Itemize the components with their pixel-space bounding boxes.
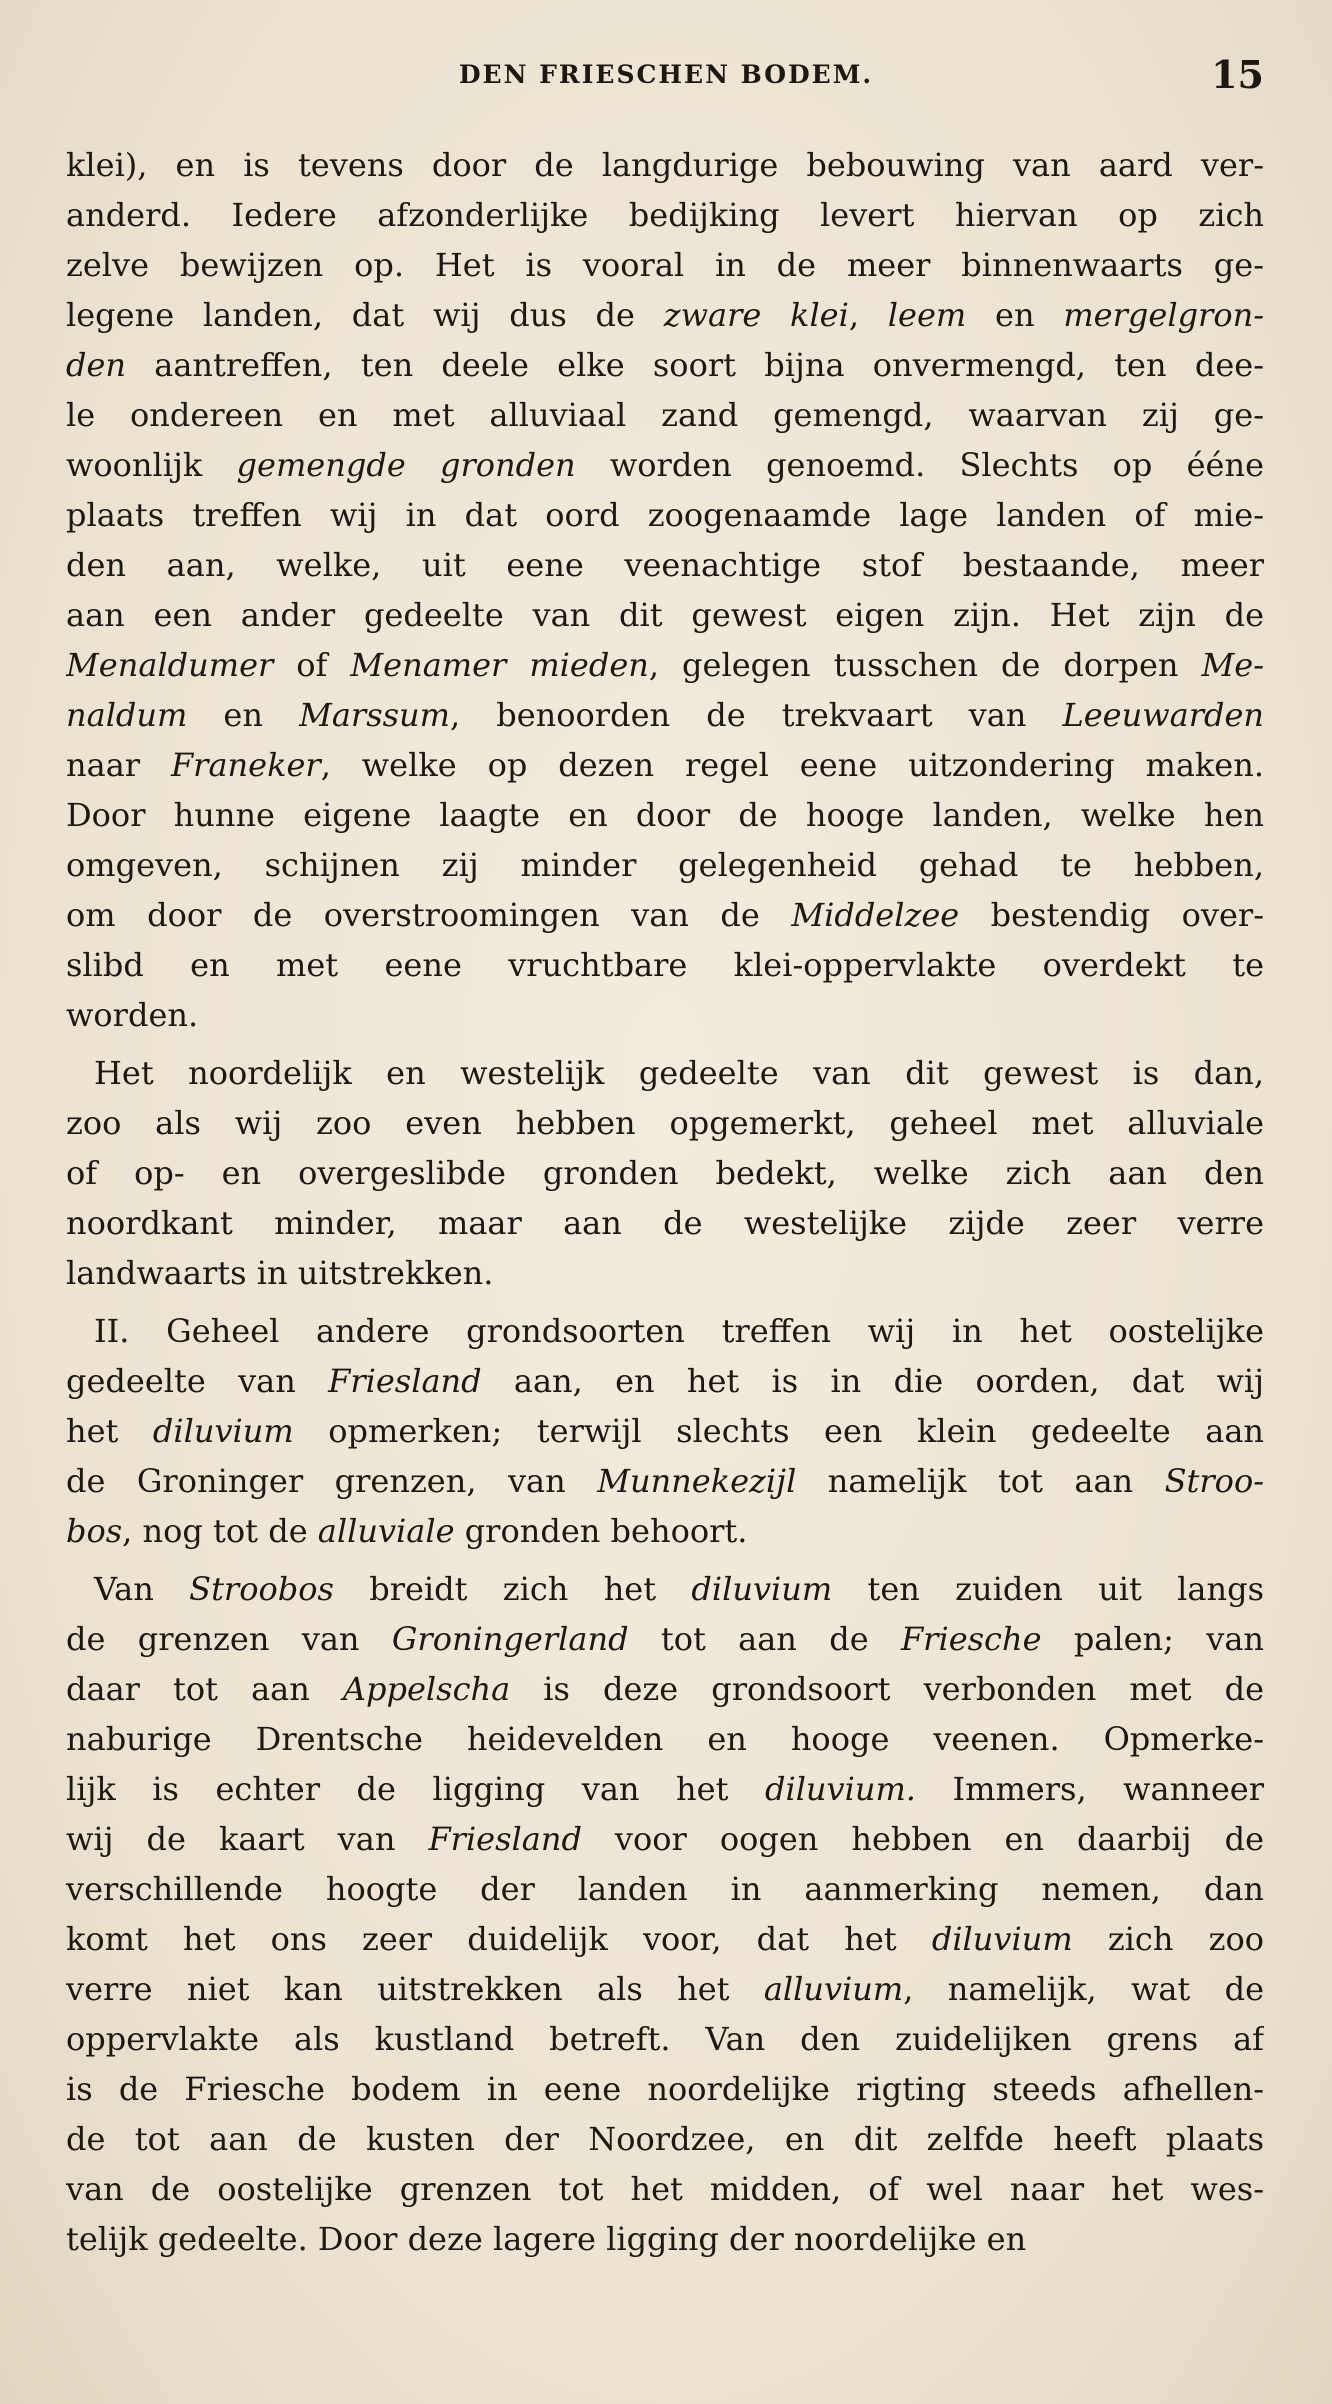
text-run: van de oostelijke grenzen tot het midden, of wel naar het wes-	[66, 2170, 1264, 2208]
italic-term: zware klei	[663, 296, 849, 334]
text-run: de Groninger grenzen, van	[66, 1462, 598, 1500]
text-line	[66, 2164, 1264, 2214]
paragraph-gap	[66, 1556, 1264, 1564]
text-run: woonlijk	[66, 446, 237, 484]
text-line	[66, 1248, 1264, 1298]
text-line	[66, 2014, 1264, 2064]
text-run: gronden behoort.	[454, 1512, 748, 1550]
text-run: de tot aan de kusten der Noordzee, en dit zelfde heeft plaats	[66, 2120, 1264, 2158]
text-line	[66, 190, 1264, 240]
italic-term: Friesche	[900, 1620, 1042, 1658]
text-run: Door hunne eigene laagte en door de hooge landen, welke hen	[66, 796, 1264, 834]
text-line	[66, 590, 1264, 640]
paragraph	[66, 140, 1264, 1040]
text-run: oppervlakte als kustland betreft. Van den zuidelijken grens af	[66, 2020, 1264, 2058]
text-line	[66, 1564, 1264, 1614]
text-run: aan, en het is in die oorden, dat wij	[481, 1362, 1264, 1400]
text-line	[66, 840, 1264, 890]
text-run: palen; van	[1041, 1620, 1264, 1658]
text-line	[66, 890, 1264, 940]
text-line	[66, 340, 1264, 390]
italic-term: mergelgron-	[1063, 296, 1264, 334]
text-run: telijk gedeelte. Door deze lagere ligging der noordelijke en	[66, 2220, 1027, 2258]
text-run: aantreffen, ten deele elke soort bijna onvermengd, ten dee-	[126, 346, 1264, 384]
text-run: worden genoemd. Slechts op ééne	[575, 446, 1264, 484]
text-run: II. Geheel andere grondsoorten treffen wij in het oostelijke	[94, 1312, 1264, 1350]
text-line	[66, 990, 1264, 1040]
italic-term: Stroo-	[1164, 1462, 1264, 1500]
text-run: worden.	[66, 996, 199, 1034]
paragraph-gap	[66, 1040, 1264, 1048]
text-run: , benoorden de trekvaart van	[450, 696, 1063, 734]
text-line	[66, 440, 1264, 490]
text-line	[66, 2214, 1264, 2264]
text-run: of op- en overgeslibde gronden bedekt, welke zich aan den	[66, 1154, 1264, 1192]
italic-term: Munnekezijl	[597, 1462, 797, 1500]
paragraph	[66, 1048, 1264, 1298]
page-header	[68, 52, 1264, 102]
text-run: klei), en is tevens door de langdurige bebouwing van aard ver-	[66, 146, 1264, 184]
text-run: landwaarts in uitstrekken.	[66, 1254, 494, 1292]
text-line	[66, 1814, 1264, 1864]
paragraph	[66, 1564, 1264, 2264]
italic-term: Leeuwarden	[1062, 696, 1264, 734]
text-run: Van	[94, 1570, 190, 1608]
text-run: opmerken; terwijl slechts een klein gedeelte aan	[293, 1412, 1264, 1450]
text-line	[66, 740, 1264, 790]
text-run: het	[66, 1412, 153, 1450]
text-line	[66, 290, 1264, 340]
text-run: le ondereen en met alluviaal zand gemengd, waarvan zij ge-	[66, 396, 1264, 434]
text-run: en	[966, 296, 1064, 334]
text-run: , gelegen tusschen de dorpen	[648, 646, 1202, 684]
paragraph-gap	[66, 1298, 1264, 1306]
text-run: zoo als wij zoo even hebben opgemerkt, geheel met alluviale	[66, 1104, 1264, 1142]
text-line	[66, 1198, 1264, 1248]
text-run: , nog tot de	[122, 1512, 318, 1550]
italic-term: Franeker	[170, 746, 321, 784]
text-line	[66, 1614, 1264, 1664]
italic-term: Marssum	[299, 696, 450, 734]
text-line	[66, 1864, 1264, 1914]
paragraph	[66, 1306, 1264, 1556]
text-line	[66, 1506, 1264, 1556]
running-head: DEN FRIESCHEN BODEM.	[458, 60, 874, 89]
text-run: aan een ander gedeelte van dit gewest eigen zijn. Het zijn de	[66, 596, 1264, 634]
text-run: wij de kaart van	[66, 1820, 429, 1858]
text-line	[66, 640, 1264, 690]
text-run: slibd en met eene vruchtbare klei-oppervlakte overdekt te	[66, 946, 1264, 984]
text-line	[66, 1456, 1264, 1506]
text-run: verre niet kan uitstrekken als het	[66, 1970, 764, 2008]
text-run: zelve bewijzen op. Het is vooral in de meer binnenwaarts ge-	[66, 246, 1264, 284]
italic-term: den	[66, 346, 127, 384]
text-run: tot aan de	[628, 1620, 901, 1658]
text-run: anderd. Iedere afzonderlijke bedijking levert hiervan op zich	[66, 196, 1264, 234]
text-line	[66, 2064, 1264, 2114]
text-line	[66, 1148, 1264, 1198]
text-line	[66, 1664, 1264, 1714]
italic-term: bos	[66, 1512, 123, 1550]
body-text	[66, 140, 1264, 2264]
text-line	[66, 540, 1264, 590]
text-run: omgeven, schijnen zij minder gelegenheid gehad te hebben,	[66, 846, 1264, 884]
text-line	[66, 1048, 1264, 1098]
text-run: om door de overstroomingen van de	[66, 896, 792, 934]
text-run: ,	[848, 296, 888, 334]
text-run: lijk is echter de ligging van het	[66, 1770, 765, 1808]
text-run: , namelijk, wat de	[903, 1970, 1264, 2008]
italic-term: diluvium	[931, 1920, 1073, 1958]
italic-term: Menaldumer	[66, 646, 274, 684]
italic-term: diluvium.	[764, 1770, 916, 1808]
text-run: is de Friesche bodem in eene noordelijke rigting steeds afhellen-	[66, 2070, 1264, 2108]
text-line	[66, 1406, 1264, 1456]
text-line	[66, 2114, 1264, 2164]
text-run: den aan, welke, uit eene veenachtige stof bestaande, meer	[66, 546, 1264, 584]
text-line	[66, 490, 1264, 540]
text-line	[66, 1764, 1264, 1814]
text-line	[66, 1356, 1264, 1406]
text-run: verschillende hoogte der landen in aanmerking nemen, dan	[66, 1870, 1264, 1908]
text-line	[66, 1714, 1264, 1764]
text-run: Het noordelijk en westelijk gedeelte van dit gewest is dan,	[94, 1054, 1264, 1092]
italic-term: leem	[887, 296, 967, 334]
italic-term: diluvium	[152, 1412, 294, 1450]
italic-term: Appelscha	[342, 1670, 511, 1708]
text-line	[66, 1098, 1264, 1148]
text-line	[66, 940, 1264, 990]
text-run: noordkant minder, maar aan de westelijke zijde zeer verre	[66, 1204, 1264, 1242]
italic-term: Me-	[1201, 646, 1264, 684]
italic-term: diluvium	[691, 1570, 833, 1608]
text-line	[66, 1306, 1264, 1356]
text-run: bestendig over-	[959, 896, 1264, 934]
text-run: plaats treffen wij in dat oord zoogenaamde lage landen of mie-	[66, 496, 1264, 534]
text-run: legene landen, dat wij dus de	[66, 296, 664, 334]
text-run: namelijk tot aan	[796, 1462, 1165, 1500]
text-run: komt het ons zeer duidelijk voor, dat het	[66, 1920, 932, 1958]
text-line	[66, 1964, 1264, 2014]
text-line	[66, 240, 1264, 290]
text-run: is deze grondsoort verbonden met de	[510, 1670, 1264, 1708]
italic-term: Stroobos	[189, 1570, 334, 1608]
italic-term: gemengde gronden	[236, 446, 576, 484]
text-run: daar tot aan	[66, 1670, 343, 1708]
text-run: , welke op dezen regel eene uitzondering maken.	[320, 746, 1264, 784]
text-run: naburige Drentsche heidevelden en hooge veenen. Opmerke-	[66, 1720, 1264, 1758]
text-run: gedeelte van	[66, 1362, 329, 1400]
text-line	[66, 690, 1264, 740]
text-line	[66, 790, 1264, 840]
text-run: naar	[66, 746, 171, 784]
italic-term: Menamer mieden	[350, 646, 649, 684]
italic-term: Friesland	[428, 1820, 582, 1858]
italic-term: naldum	[66, 696, 188, 734]
text-line	[66, 140, 1264, 190]
text-line	[66, 390, 1264, 440]
text-run: de grenzen van	[66, 1620, 392, 1658]
text-run: voor oogen hebben en daarbij de	[581, 1820, 1264, 1858]
text-run: Immers, wanneer	[915, 1770, 1264, 1808]
italic-term: Friesland	[328, 1362, 482, 1400]
text-run: zich zoo	[1072, 1920, 1264, 1958]
italic-term: alluvium	[763, 1970, 904, 2008]
text-run: of	[273, 646, 351, 684]
text-run: ten zuiden uit langs	[832, 1570, 1264, 1608]
text-line	[66, 1914, 1264, 1964]
italic-term: Middelzee	[791, 896, 960, 934]
page-number: 15	[1211, 52, 1264, 97]
text-run: en	[187, 696, 300, 734]
text-run: breidt zich het	[333, 1570, 692, 1608]
italic-term: alluviale	[317, 1512, 455, 1550]
italic-term: Groningerland	[391, 1620, 629, 1658]
